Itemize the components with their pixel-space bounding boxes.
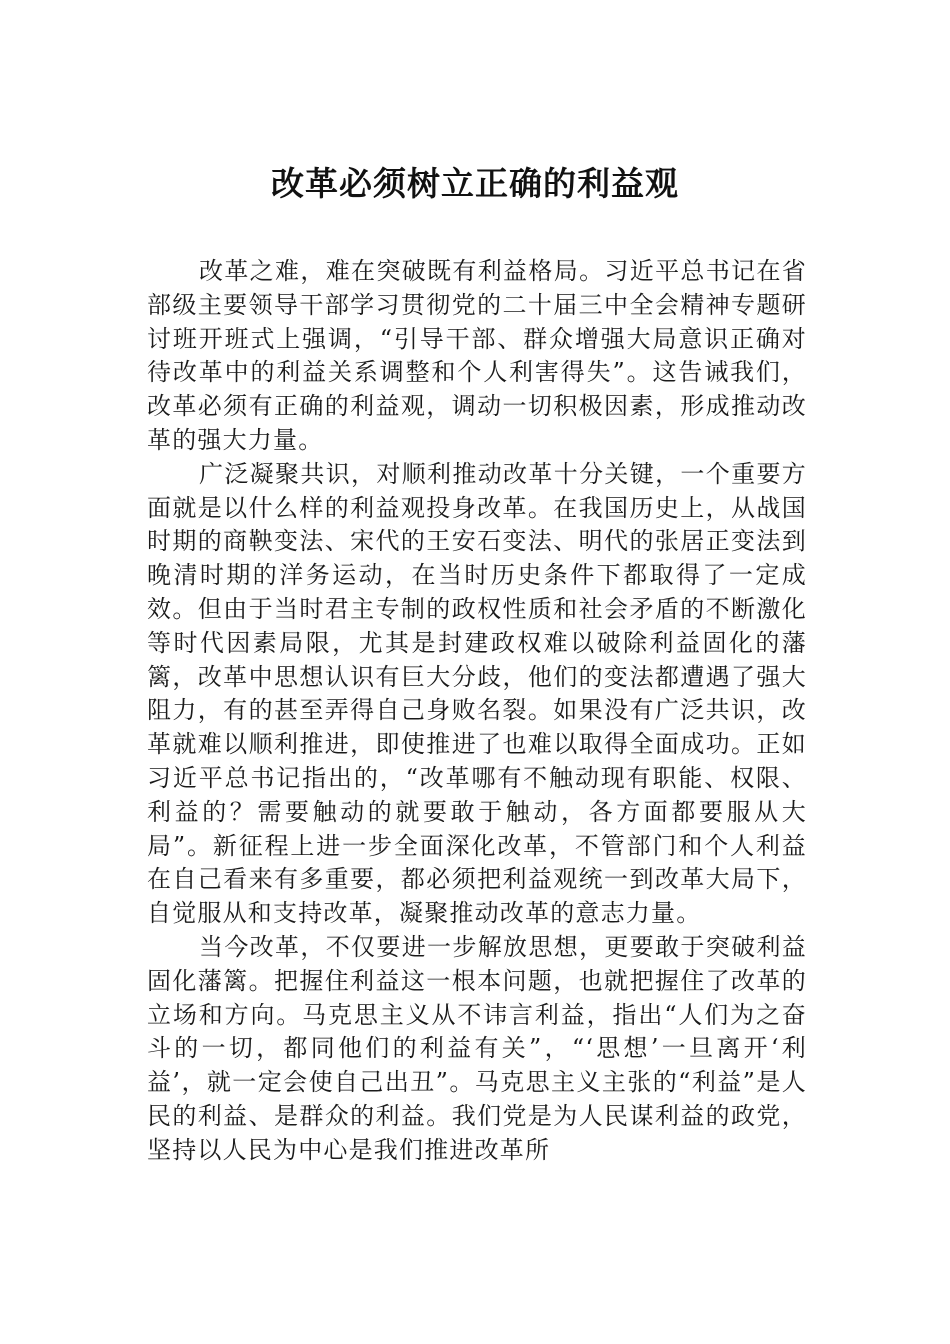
paragraph-3: 当今改革，不仅要进一步解放思想，更要敢于突破利益固化藩篱。把握住利益这一根本问题，也就把握住了改革的立场和方向。马克思主义从不讳言利益，指出“人们为之奋斗的一切，都同他们的利益有关”，“‘思想’一旦离开‘利益’，就一定会使自己出丑”。马克思主义主张的“利益”是人民的利益、是群众的利益。我们党是为人民谋利益的政党，坚持以人民为中心是我们推进改革所 [147, 932, 807, 1164]
document-title: 改革必须树立正确的利益观 [271, 164, 679, 203]
paragraph-2: 广泛凝聚共识，对顺利推动改革十分关键，一个重要方面就是以什么样的利益观投身改革。在我国历史上，从战国时期的商鞅变法、宋代的王安石变法、明代的张居正变法到晚清时期的洋务运动，在当时历史条件下都取得了一定成效。但由于当时君主专制的政权性质和社会矛盾的不断激化等时代因素局限，尤其是封建政权难以破除利益固化的藩篱，改革中思想认识有巨大分歧，他们的变法都遭遇了强大阻力，有的甚至弄得自己身败名裂。如果没有广泛共识，改革就难以顺利推进，即使推进了也难以取得全面成功。正如习近平总书记指出的，“改革哪有不触动现有职能、权限、利益的？需要触动的就要敢于触动，各方面都要服从大局”。新征程上进一步全面深化改革，不管部门和个人利益在自己看来有多重要，都必须把利益观统一到改革大局下，自觉服从和支持改革，凝聚推动改革的意志力量。 [147, 459, 807, 928]
document-body [147, 255, 807, 1168]
paragraph-1: 改革之难，难在突破既有利益格局。习近平总书记在省部级主要领导干部学习贯彻党的二十届三中全会精神专题研讨班开班式上强调，“引导干部、群众增强大局意识正确对待改革中的利益关系调整和个人利害得失”。这告诫我们，改革必须有正确的利益观，调动一切积极因素，形成推动改革的强大力量。 [147, 257, 807, 454]
